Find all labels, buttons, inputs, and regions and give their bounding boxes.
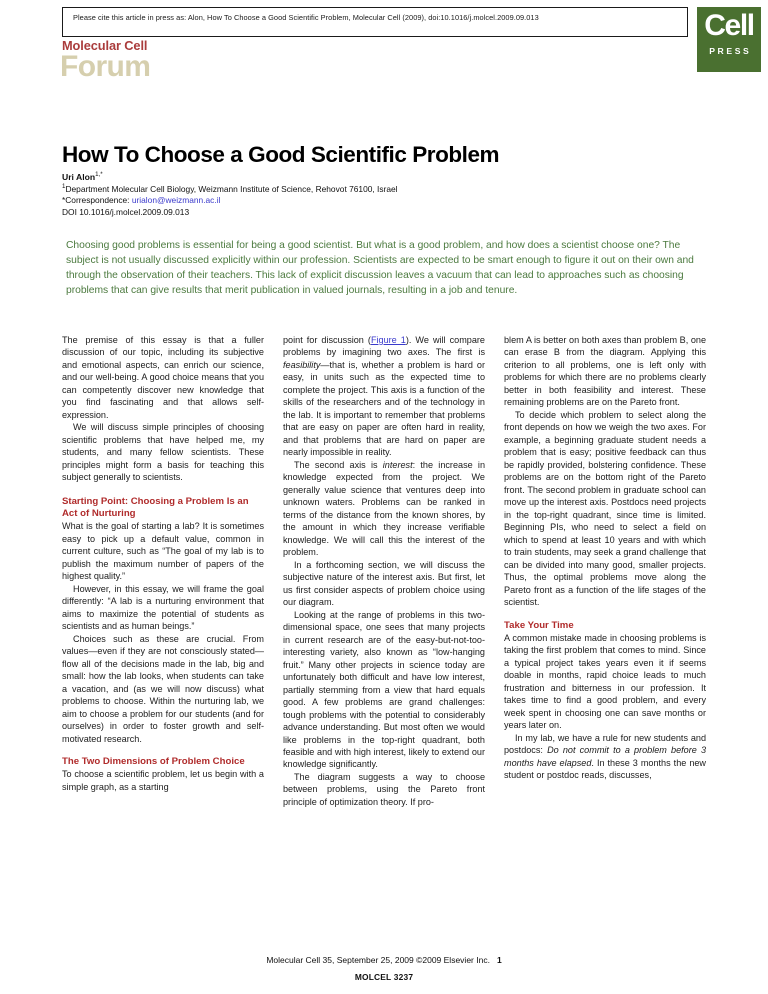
- author-name: Uri Alon: [62, 172, 96, 182]
- paragraph-fragment: In my lab, we have a rule for new students and postdocs:: [504, 732, 706, 756]
- paragraph: What is the goal of starting a lab? It is sometimes easy to pick up a default value, common in current culture, such as “The goal of my lab is to publish the maximum number of papers of the highest quality.”: [62, 521, 264, 582]
- paragraph: A common mistake made in choosing problems is taking the first problem that comes to mind. Since a typical project takes years even it if seems doable in months, rapid choice leads to much frustration and bitterness in our profession. It takes time to find a good problem, and every week spent in choosing one can save months or years later on.: [504, 632, 706, 731]
- figure-1-link[interactable]: Figure 1: [370, 335, 406, 345]
- manuscript-code: MOLCEL 3237: [354, 972, 414, 982]
- doi-line: DOI 10.1016/j.molcel.2009.09.013: [62, 207, 190, 218]
- section-heading-starting-point: Starting Point: Choosing a Problem Is an Act of Nurturing: [62, 495, 249, 520]
- footer-citation: [0, 955, 768, 965]
- page-number: 1: [496, 955, 502, 965]
- section-heading-take-your-time: Take Your Time: [504, 619, 574, 631]
- paragraph: To decide which problem to select along the front depends on how we weigh the two axes. For example, a beginning graduate student needs a problem that is easy; positive feedback can thus be rapidly provided, bolstering confidence. These problems are on the bottom right of the Pareto front. The second problem in graduate school can move up the interest axis. Postdocs need projects in the top-right quadrant, since time is limited. Beginning PIs, who need to select a field on which to spend at least 10 years and with which to train students, may seek a grand challenge that can be divided into many good, smaller projects. Thus, the optimal problems move along the Pareto front as a function of the life stages of the scientist.: [504, 409, 706, 608]
- journal-name: Molecular Cell: [62, 38, 148, 53]
- article-body: [62, 334, 707, 939]
- cell-press-brand: Cell: [704, 9, 754, 42]
- paragraph: The diagram suggests a way to choose between problems, using the Pareto front principle of optimization theory. If pro-: [283, 771, 485, 807]
- author-name-line: [62, 172, 398, 184]
- body-column-3: [504, 334, 706, 939]
- paragraph-fragment: : the increase in knowledge expected from the project. We generally value science that ventures deep into unknown waters. Problems can be ranked in terms of the distance from the known shores, by the amount in which they increase verifiable knowledge. We will call this the interest of the problem.: [283, 459, 485, 558]
- paragraph: [283, 334, 485, 459]
- paragraph-fragment: ). We will compare problems by imagining two axes. The first is: [283, 335, 485, 358]
- paragraph-fragment: The second axis is: [294, 459, 383, 470]
- author-affiliation: Department Molecular Cell Biology, Weizmann Institute of Science, Rehovot 76100, Israel: [65, 183, 398, 194]
- paragraph-fragment: —that is, whether a problem is hard or easy, in units such as the expected time to complete the project. This axis is a function of the skills of the researchers and of the technology in the lab. It is important to remember that problems that are easy on paper are often hard in reality, and that problems that are hard on paper are nearly impossible in reality.: [283, 359, 485, 458]
- abstract-text: Choosing good problems is essential for being a good scientist. But what is a good problem, and how does a scientist choose one? The subject is not usually discussed explicitly within our profession. Scientists are expected to be smart enough to figure it out on their own and through the observation of their teachers. This lack of explicit discussion leaves a vacuum that can lead to approaches such as choosing problems that can give results that merit publication in valued journals, resulting in a job and tenure.: [66, 240, 694, 297]
- emphasis-interest: interest: [382, 459, 413, 470]
- citation-banner: [62, 7, 688, 37]
- paragraph-fragment: . In these 3 months the new student or postdoc reads, discusses,: [504, 757, 706, 781]
- paragraph: To choose a scientific problem, let us begin with a simple graph, as a starting: [62, 769, 264, 792]
- page-title: How To Choose a Good Scientific Problem: [62, 142, 500, 168]
- emphasis-rule: Do not commit to a problem before 3 months have elapsed: [504, 745, 706, 768]
- section-name: Forum: [60, 50, 151, 83]
- author-affiliation-line: [62, 184, 398, 196]
- author-block: [62, 172, 398, 219]
- paragraph: We will discuss simple principles of choosing scientific problems that have helped me, my students, and many fellow scientists. These principles might form a basis for teaching this subject generally to scientists.: [62, 422, 264, 483]
- paragraph: However, in this essay, we will frame the goal differently: “A lab is a nurturing environment that aims to maximize the potential of students as scientists and as human beings.”: [62, 583, 264, 632]
- paragraph: Choices such as these are crucial. From values—even if they are not consciously stated—flow all of the decisions made in the lab, big and small: how the lab looks, when students can take a vacation, and (as we will now discuss) what problems to choose. Within the nurturing lab, we aim to choose a problem for our students (and for ourselves) in order to foster growth and self-motivated research.: [62, 633, 264, 744]
- footer-citation-text: Molecular Cell 35, September 25, 2009 ©2009 Elsevier Inc.: [266, 955, 490, 965]
- paragraph: blem A is better on both axes than problem B, one can erase B from the diagram. Applying this criterion to all problems, one is left only with problems for which there are no problems clearly better in both feasibility and interest. These remaining problems are on the Pareto front.: [504, 335, 706, 408]
- citation-banner-text: Please cite this article in press as: Alon, How To Choose a Good Scientific Problem, Molecular Cell (2009), doi:10.1016/j.molcel.2009.09.013: [73, 13, 539, 22]
- section-heading-two-dimensions: The Two Dimensions of Problem Choice: [62, 756, 245, 768]
- correspondence-line: [62, 195, 398, 207]
- paragraph: [504, 732, 706, 782]
- paragraph: [283, 459, 485, 559]
- correspondence-email-link[interactable]: urialon@weizmann.ac.il: [131, 195, 221, 206]
- paragraph: In a forthcoming section, we will discuss the subjective nature of the interest axis. But first, let us first consider aspects of problem choice using our diagram.: [283, 559, 485, 608]
- paragraph: Looking at the range of problems in this two-dimensional space, one sees that many projects in current research are of the easy-but-not-too-interesting variety, also known as “low-hanging fruit.” Many other projects in science today are unfortunately both difficult and have low interest, partially stemming from a view that hard equals good. A few problems are grand challenges: tough problems with the potential to considerably advance understanding. But most often we would like problems in the top-right quadrant, both feasible and with high interest, likely to extend our knowledge significantly.: [283, 609, 485, 770]
- paragraph: The premise of this essay is that a fuller discussion of our topic, including its subjective and emotional aspects, can enrich our science, and our well-being. A good choice means that you can competently discover new knowledge that you find fascinating and that allows self-expression.: [62, 335, 264, 420]
- paragraph-fragment: point for discussion (: [283, 335, 371, 345]
- emphasis-feasibility: feasibility: [283, 359, 321, 370]
- author-name-superscript: 1,*: [95, 171, 103, 179]
- cell-press-logo: [697, 7, 761, 72]
- affiliation-superscript: 1: [62, 182, 66, 190]
- body-column-1: [62, 334, 264, 939]
- body-column-2: [283, 334, 485, 939]
- correspondence-label: *Correspondence:: [62, 195, 130, 206]
- cell-press-imprint: PRESS: [709, 46, 752, 56]
